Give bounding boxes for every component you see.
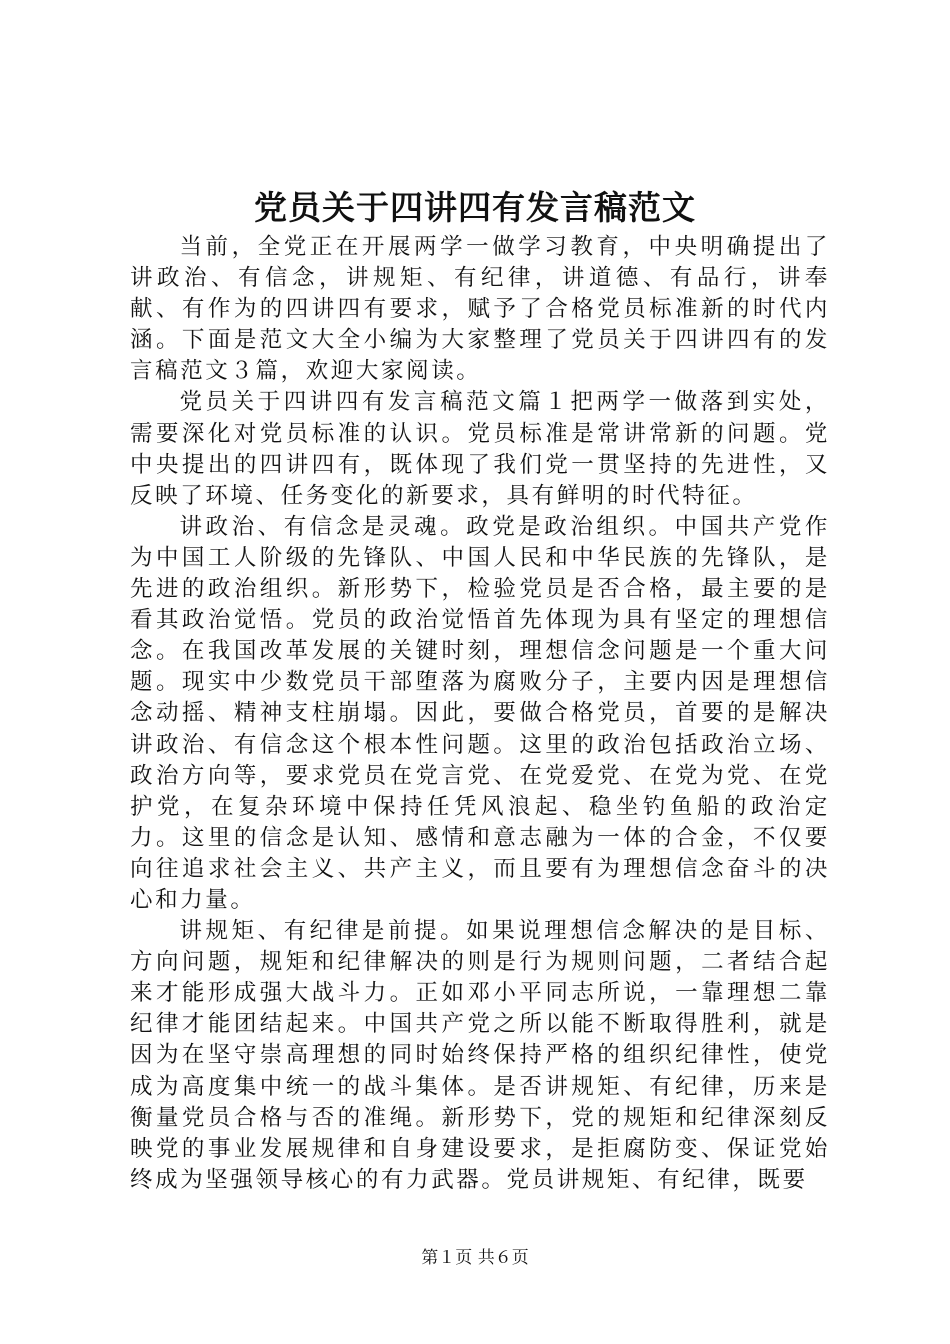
- page-footer: 第１页 共６页: [421, 1248, 529, 1268]
- paragraph-3: 讲规矩、有纪律是前提。如果说理想信念解决的是目标、方向问题，规矩和纪律解决的则是行为规则问题，二者结合起来才能形成强大战斗力。正如邓小平同志所说，一靠理想二靠纪律才能团结起来。中国共产党之所以能不断取得胜利，就是因为在坚守崇高理想的同时始终保持严格的组织纪律性，使党成为高度集中统一的战斗集体。是否讲规矩、有纪律，历来是衡量党员合格与否的准绳。新形势下，党的规矩和纪律深刻反映党的事业发展规律和自身建设要求，是拒腐防变、保证党始终成为坚强领导核心的有力武器。党员讲规矩、有纪律，既要: [130, 918, 830, 1193]
- paragraph-intro: 当前，全党正在开展两学一做学习教育，中央明确提出了讲政治、有信念，讲规矩、有纪律，讲道德、有品行，讲奉献、有作为的四讲四有要求，赋予了合格党员标准新的时代内涵。下面是范文大全小编为大家整理了党员关于四讲四有的发言稿范文３篇，欢迎大家阅读。: [130, 234, 830, 385]
- paragraph-2: 讲政治、有信念是灵魂。政党是政治组织。中国共产党作为中国工人阶级的先锋队、中国人民和中华民族的先锋队，是先进的政治组织。新形势下，检验党员是否合格，最主要的是看其政治觉悟。党员的政治觉悟首先体现为具有坚定的理想信念。在我国改革发展的关键时刻，理想信念问题是一个重大问题。现实中少数党员干部堕落为腐败分子，主要内因是理想信念动摇、精神支柱崩塌。因此，要做合格党员，首要的是解决讲政治、有信念这个根本性问题。这里的政治包括政治立场、政治方向等，要求党员在党言党、在党爱党、在党为党、在党护党，在复杂环境中保持任凭风浪起、稳坐钓鱼船的政治定力。这里的信念是认知、感情和意志融为一体的合金，不仅要向往追求社会主义、共产主义，而且要有为理想信念奋斗的决心和力量。: [130, 513, 830, 913]
- document-title: 党员关于四讲四有发言稿范文: [254, 188, 696, 227]
- document-body: [130, 232, 830, 1196]
- paragraph-1: 党员关于四讲四有发言稿范文篇１把两学一做落到实处，需要深化对党员标准的认识。党员标准是常讲常新的问题。党中央提出的四讲四有，既体现了我们党一贯坚持的先进性，又反映了环境、任务变化的新要求，具有鲜明的时代特征。: [130, 389, 830, 509]
